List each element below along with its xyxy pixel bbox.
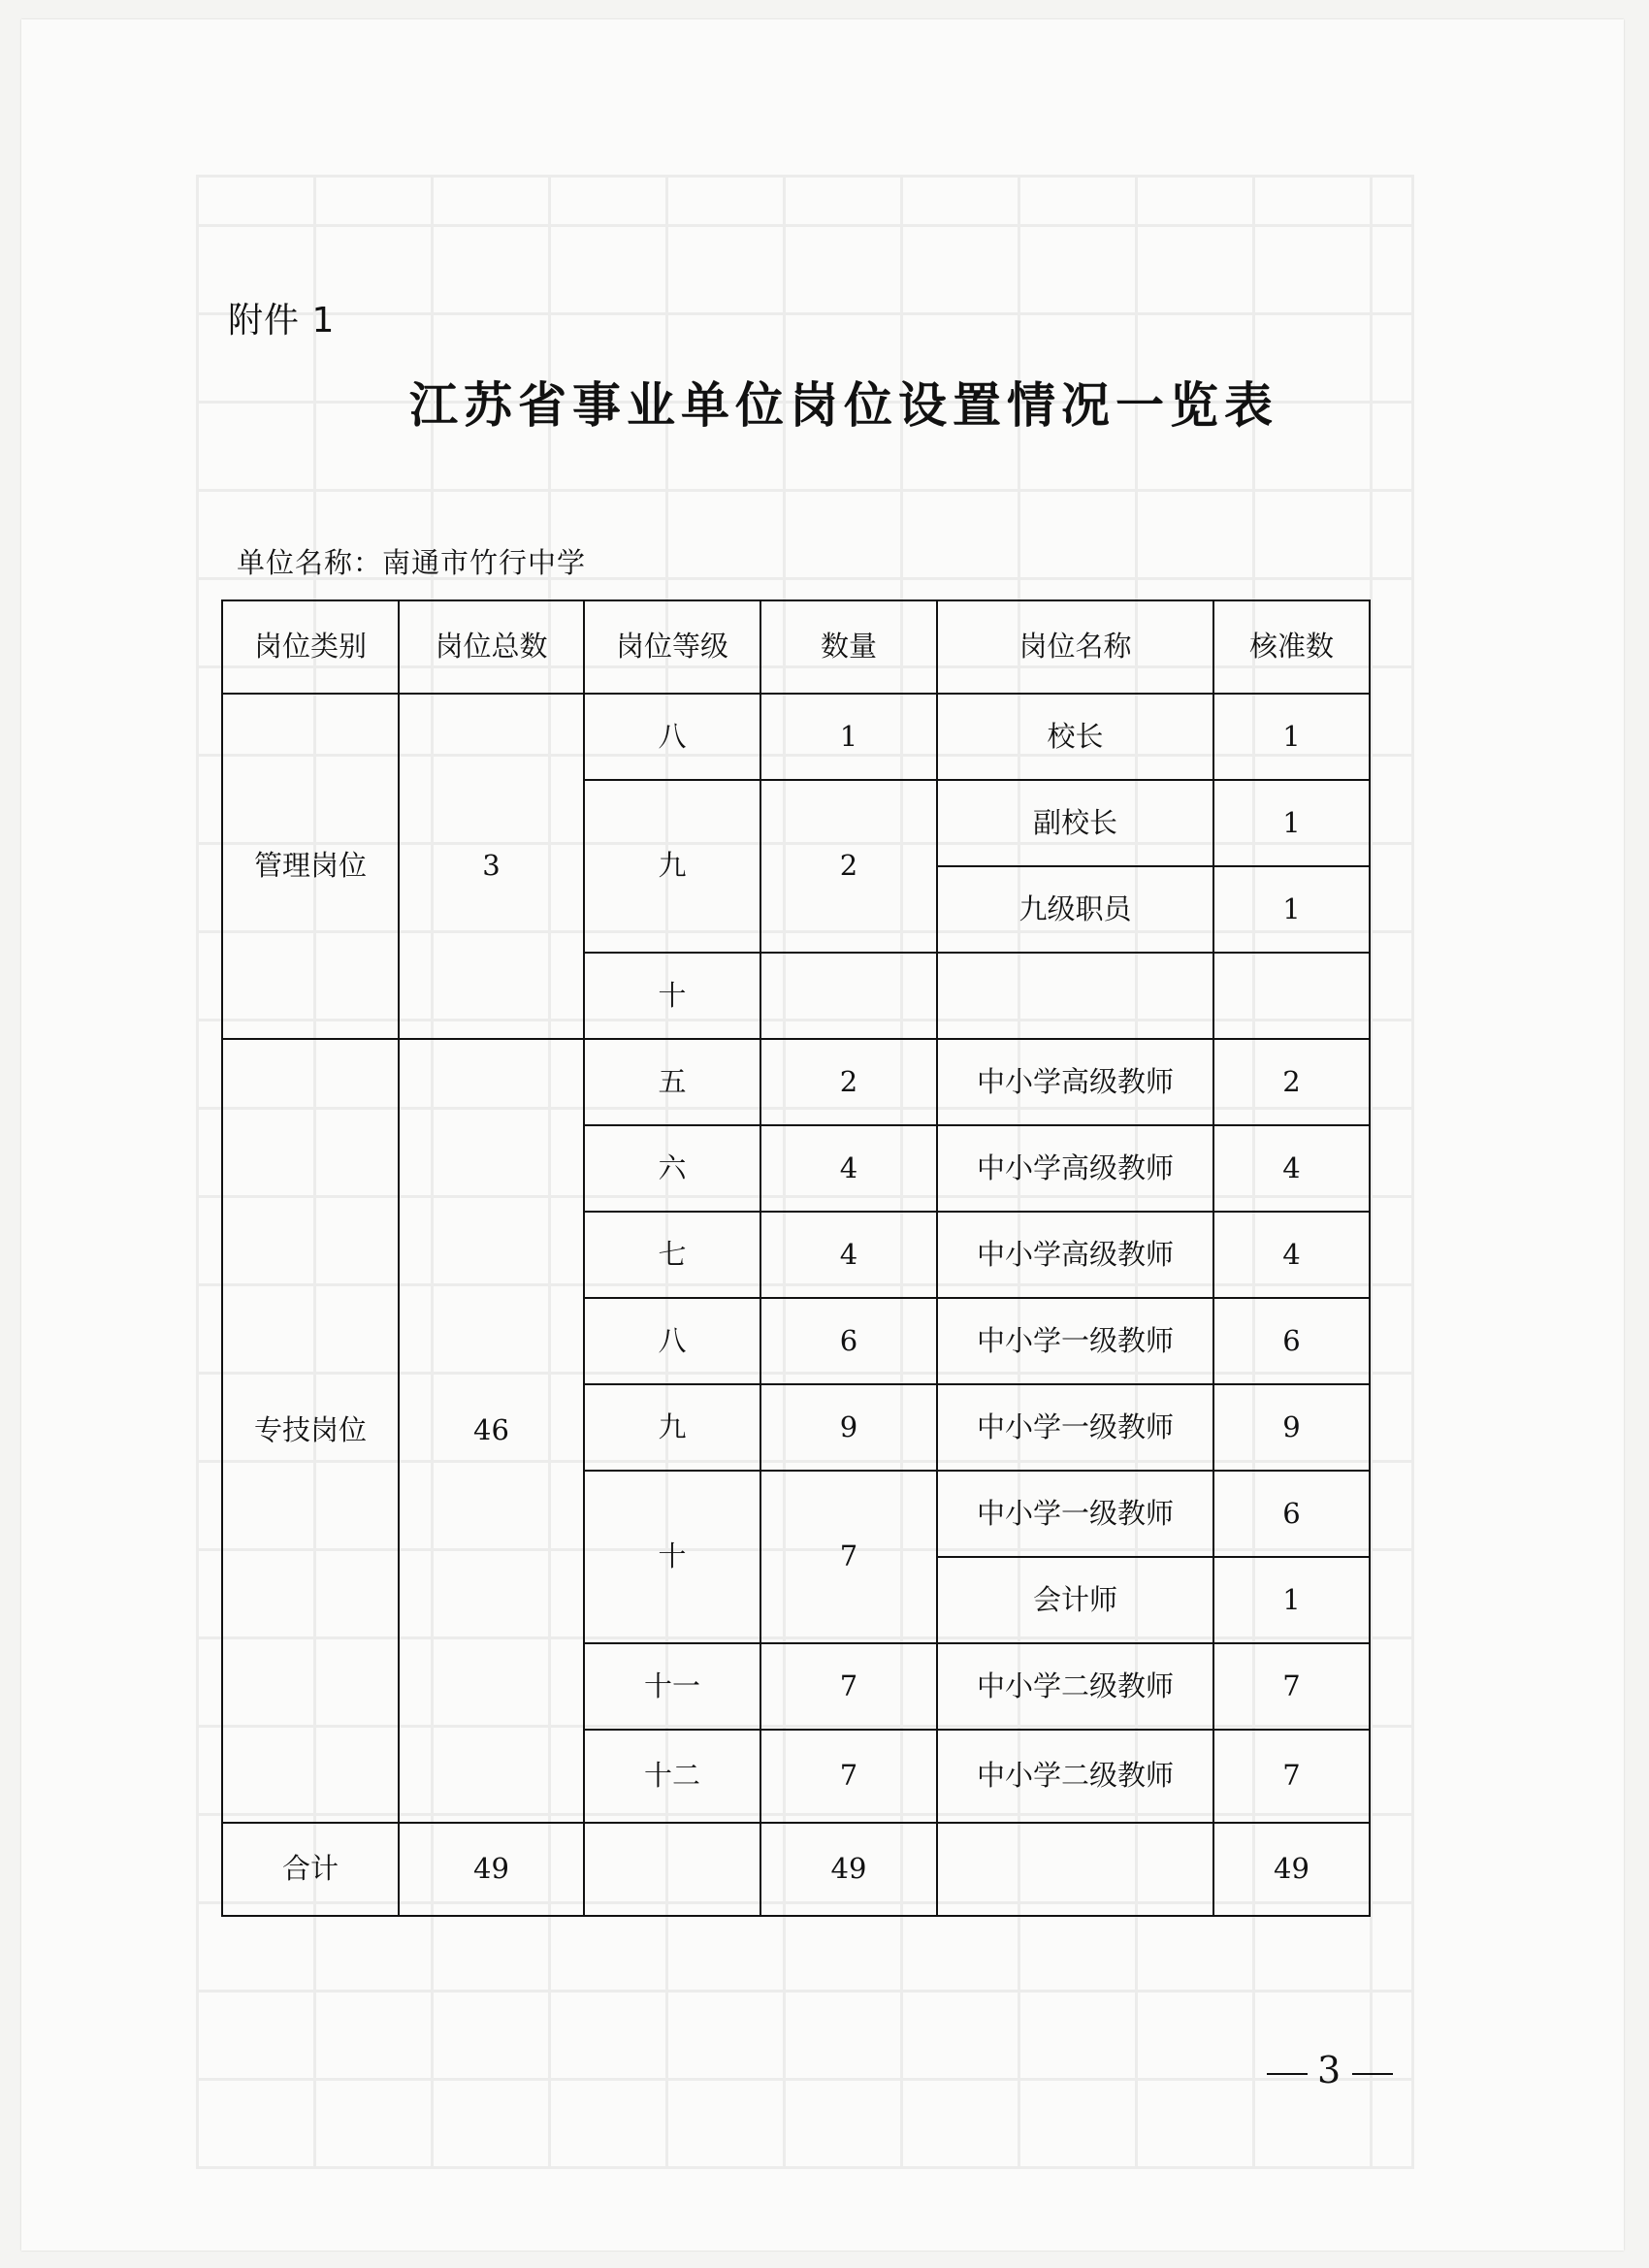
position-name-cell: 中小学高级教师 [937,1212,1213,1298]
approved-cell: 2 [1213,1039,1370,1125]
column-header: 数量 [760,600,937,694]
position-name-cell: 中小学一级教师 [937,1384,1213,1471]
dash-left [1267,2073,1308,2075]
position-name-cell: 中小学一级教师 [937,1471,1213,1557]
approved-cell: 1 [1213,1557,1370,1643]
table-header-row [222,600,1370,694]
document-title: 江苏省事业单位岗位设置情况一览表 [409,377,1278,434]
category-cell: 管理岗位 [222,694,399,1039]
count-cell: 7 [760,1643,937,1730]
count-cell: 7 [760,1730,937,1823]
count-cell: 2 [760,780,937,953]
unit-name-value: 南通市竹行中学 [382,546,587,579]
count-cell: 1 [760,694,937,780]
unit-name-line [237,541,586,581]
level-cell: 八 [584,1298,760,1384]
position-name-cell: 中小学高级教师 [937,1125,1213,1212]
level-cell: 十 [584,953,760,1039]
count-cell: 4 [760,1212,937,1298]
approved-cell: 6 [1213,1298,1370,1384]
column-header: 岗位名称 [937,600,1213,694]
position-name-cell: 中小学高级教师 [937,1039,1213,1125]
count-cell: 4 [760,1125,937,1212]
level-cell: 五 [584,1039,760,1125]
column-header: 核准数 [1213,600,1370,694]
count-cell: 49 [760,1823,937,1916]
level-cell: 九 [584,1384,760,1471]
approved-cell: 4 [1213,1125,1370,1212]
count-cell: 7 [760,1471,937,1643]
position-table [221,599,1371,1917]
approved-cell: 4 [1213,1212,1370,1298]
page-number-value: 3 [1317,2049,1343,2091]
approved-cell: 7 [1213,1730,1370,1823]
dash-right [1352,2073,1393,2075]
approved-cell: 1 [1213,780,1370,866]
level-cell: 十 [584,1471,760,1643]
level-cell [584,1823,760,1916]
page-number [1257,2049,1403,2091]
table-row [222,1039,1370,1125]
level-cell: 十二 [584,1730,760,1823]
total-row [222,1823,1370,1916]
position-name-cell: 中小学二级教师 [937,1643,1213,1730]
level-cell: 十一 [584,1643,760,1730]
approved-cell: 1 [1213,694,1370,780]
approved-cell: 1 [1213,866,1370,953]
approved-cell [1213,953,1370,1039]
position-name-cell [937,1823,1213,1916]
approved-cell: 7 [1213,1643,1370,1730]
count-cell: 9 [760,1384,937,1471]
approved-cell: 9 [1213,1384,1370,1471]
category-cell: 专技岗位 [222,1039,399,1823]
level-cell: 六 [584,1125,760,1212]
approved-cell: 49 [1213,1823,1370,1916]
table-row [222,694,1370,780]
level-cell: 八 [584,694,760,780]
position-name-cell [937,953,1213,1039]
count-cell [760,953,937,1039]
position-name-cell: 校长 [937,694,1213,780]
level-cell: 七 [584,1212,760,1298]
attachment-label: 附件 1 [228,301,336,340]
approved-cell: 6 [1213,1471,1370,1557]
total-label-cell: 合计 [222,1823,399,1916]
column-header: 岗位总数 [399,600,584,694]
position-name-cell: 中小学二级教师 [937,1730,1213,1823]
position-name-cell: 九级职员 [937,866,1213,953]
level-cell: 九 [584,780,760,953]
position-name-cell: 会计师 [937,1557,1213,1643]
count-cell: 2 [760,1039,937,1125]
column-header: 岗位等级 [584,600,760,694]
unit-name-label: 单位名称： [237,546,383,579]
column-header: 岗位类别 [222,600,399,694]
total-cell: 46 [399,1039,584,1823]
total-cell: 3 [399,694,584,1039]
count-cell: 6 [760,1298,937,1384]
total-cell: 49 [399,1823,584,1916]
position-name-cell: 中小学一级教师 [937,1298,1213,1384]
position-name-cell: 副校长 [937,780,1213,866]
